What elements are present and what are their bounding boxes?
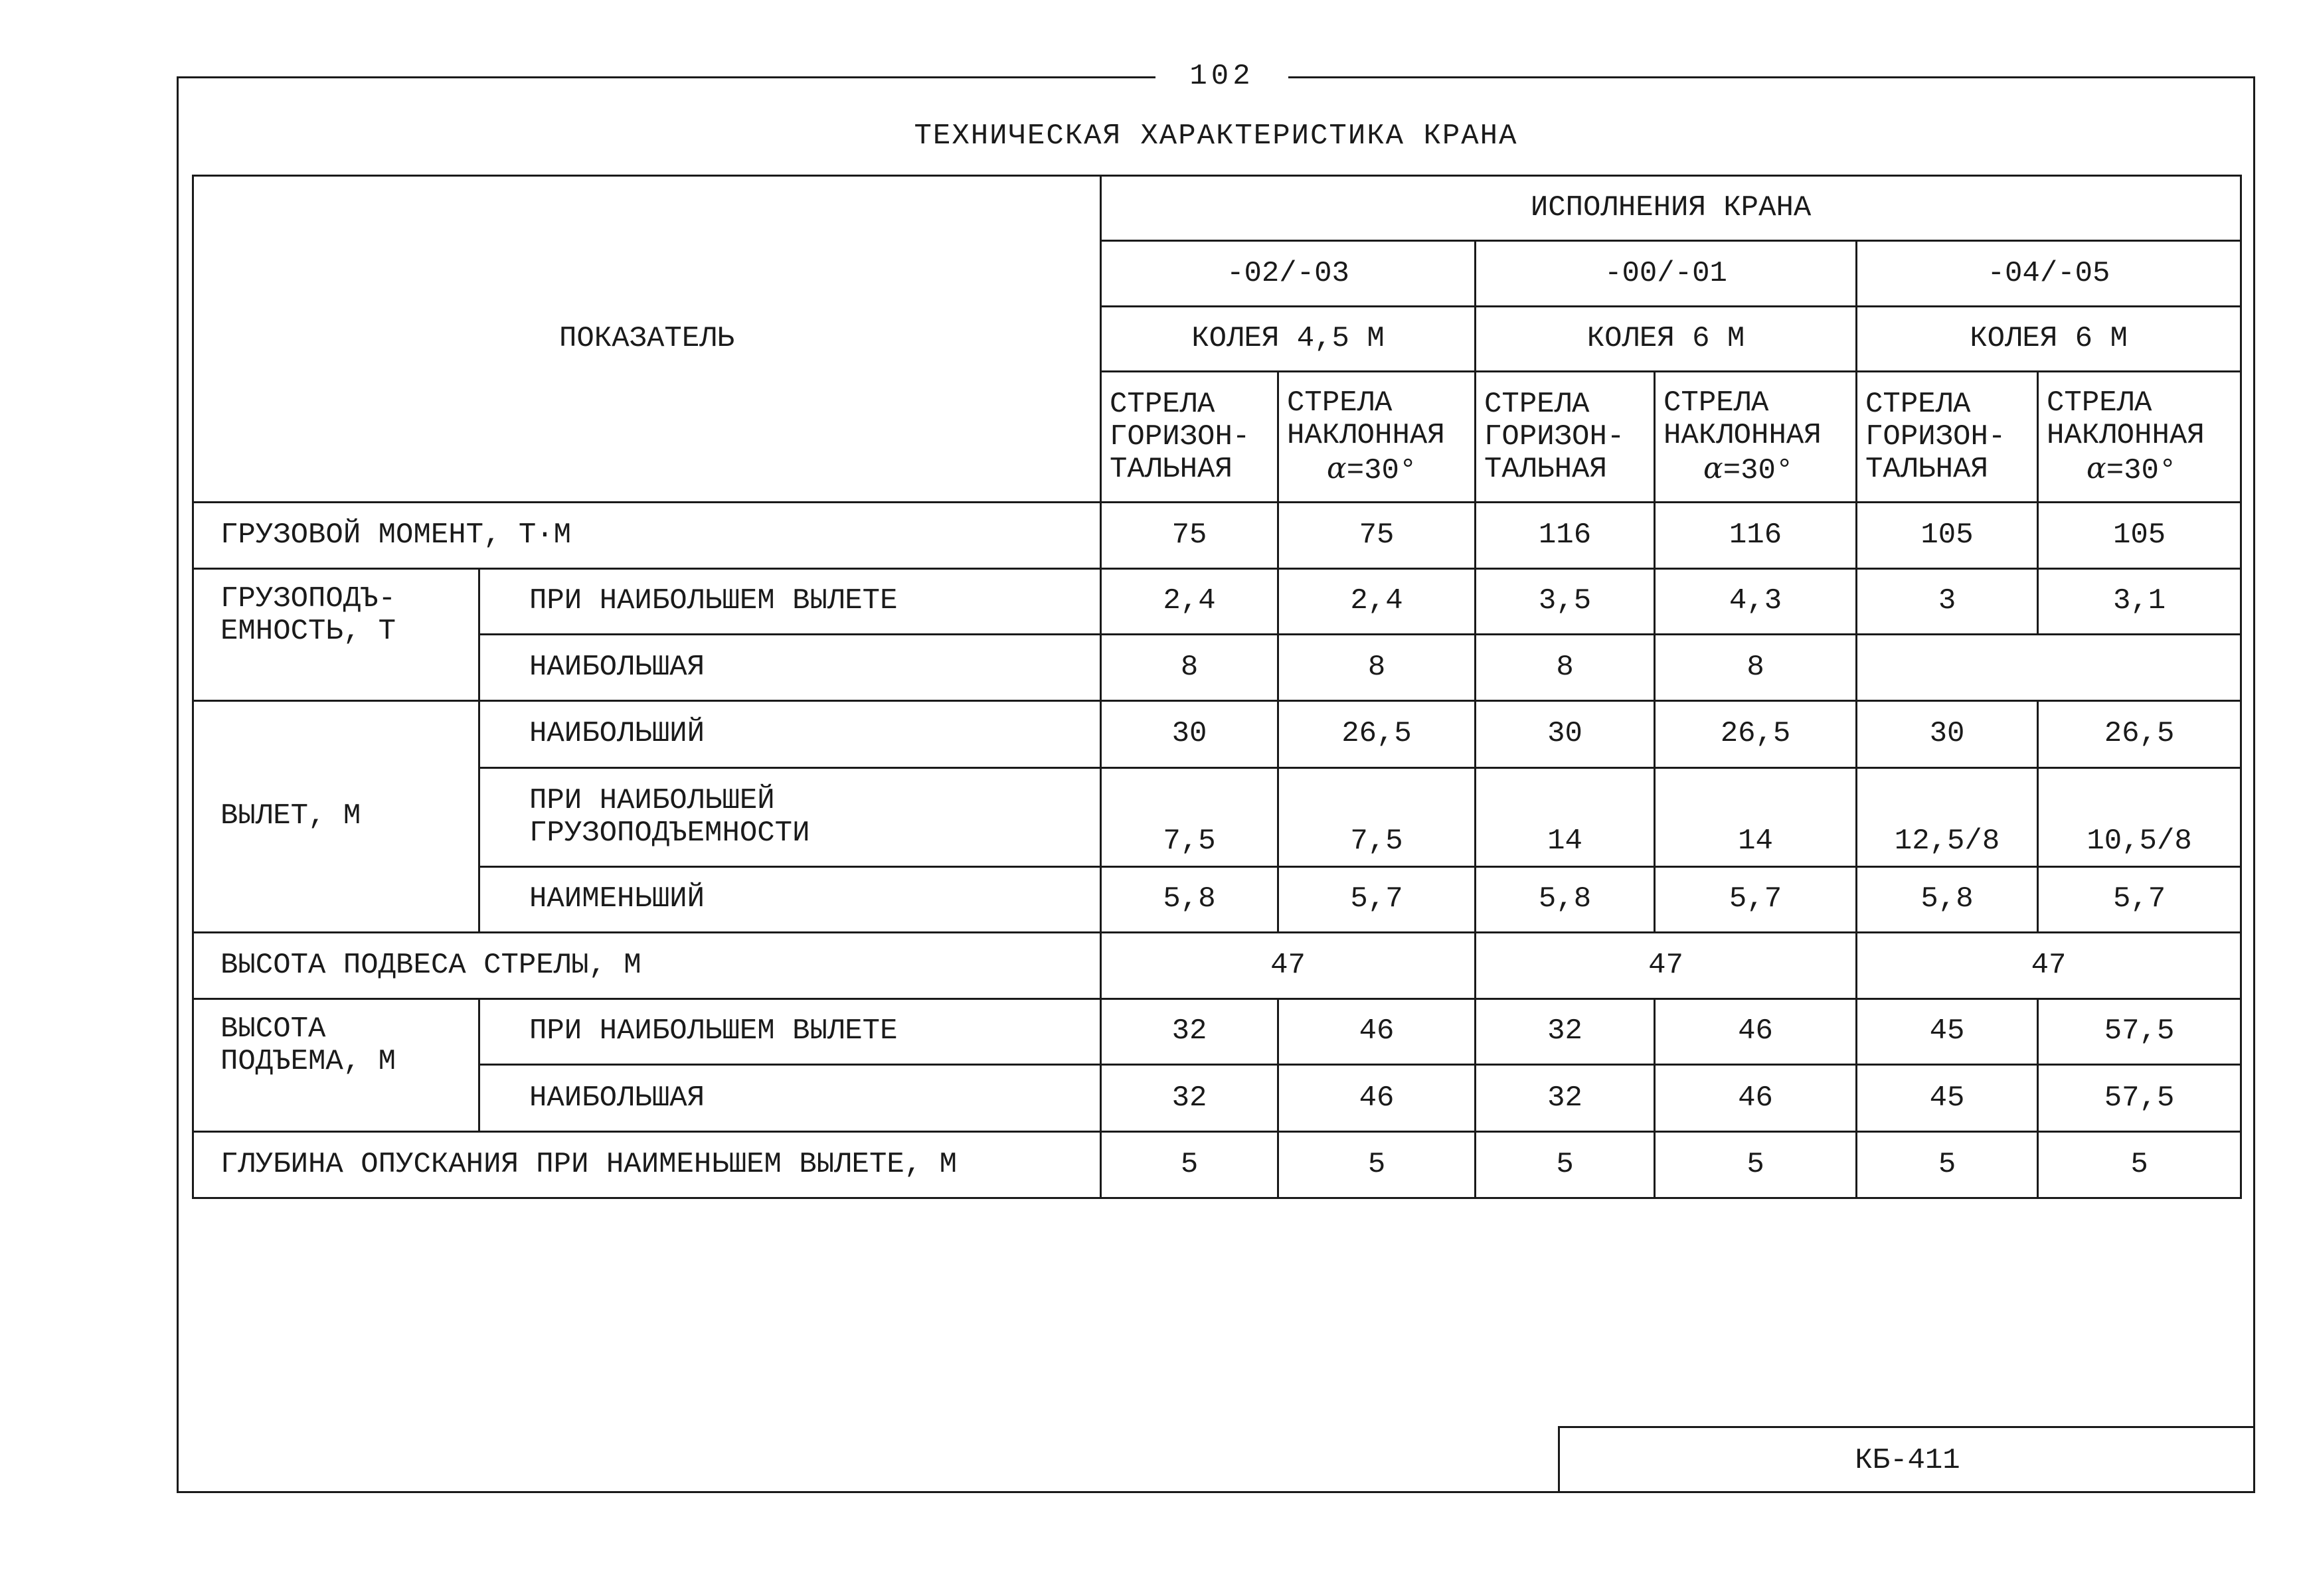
table-cell: 32 bbox=[1476, 998, 1655, 1064]
boom-horizontal-header: СТРЕЛА ГОРИЗОН- ТАЛЬНАЯ bbox=[1101, 372, 1278, 503]
table-cell: 8 bbox=[1655, 635, 1857, 700]
table-cell: 26,5 bbox=[2038, 700, 2241, 767]
table-cell: 3,5 bbox=[1476, 568, 1655, 634]
track-gauge: КОЛЕЯ 6 М bbox=[1857, 306, 2241, 371]
table-cell: 5 bbox=[1655, 1132, 1857, 1198]
row-sublabel: ПРИ НАИБОЛЬШЕМ ВЫЛЕТЕ bbox=[479, 568, 1101, 634]
table-cell: 75 bbox=[1278, 503, 1476, 568]
table-cell: 45 bbox=[1857, 1064, 2038, 1131]
table-cell-merged: 47 bbox=[1101, 933, 1476, 998]
boom-horizontal-header: СТРЕЛА ГОРИЗОН- ТАЛЬНАЯ bbox=[1476, 372, 1655, 503]
table-cell: 46 bbox=[1278, 998, 1476, 1064]
row-sublabel: ПРИ НАИБОЛЬШЕЙ ГРУЗОПОДЪЕМНОСТИ bbox=[479, 767, 1101, 866]
row-label-lowering-depth: ГЛУБИНА ОПУСКАНИЯ ПРИ НАИМЕНЬШЕМ ВЫЛЕТЕ, М bbox=[193, 1132, 1101, 1198]
table-cell: 46 bbox=[1655, 1064, 1857, 1131]
row-sublabel: НАИБОЛЬШИЙ bbox=[479, 700, 1101, 767]
table-cell: 26,5 bbox=[1655, 700, 1857, 767]
table-cell: 5,8 bbox=[1476, 866, 1655, 932]
row-sublabel: ПРИ НАИБОЛЬШЕМ ВЫЛЕТЕ bbox=[479, 998, 1101, 1064]
indicator-header: ПОКАЗАТЕЛЬ bbox=[193, 176, 1101, 503]
boom-inclined-header: СТРЕЛА НАКЛОННАЯ α=30° bbox=[1278, 372, 1476, 503]
table-cell: 5 bbox=[1278, 1132, 1476, 1198]
table-cell: 116 bbox=[1476, 503, 1655, 568]
alpha-symbol: α bbox=[2087, 451, 2106, 485]
table-cell: 116 bbox=[1655, 503, 1857, 568]
table-cell: 5 bbox=[1857, 1132, 2038, 1198]
table-cell: 2,4 bbox=[1278, 568, 1476, 634]
row-label-reach: ВЫЛЕТ, М bbox=[193, 700, 479, 933]
table-cell: 32 bbox=[1101, 998, 1278, 1064]
version-code: -00/-01 bbox=[1476, 241, 1857, 306]
table-cell: 7,5 bbox=[1101, 767, 1278, 866]
table-cell: 46 bbox=[1655, 998, 1857, 1064]
version-code: -04/-05 bbox=[1857, 241, 2241, 306]
table-cell: 14 bbox=[1476, 767, 1655, 866]
alpha-symbol: α bbox=[1327, 451, 1347, 485]
table-cell: 45 bbox=[1857, 998, 2038, 1064]
table-cell: 30 bbox=[1857, 700, 2038, 767]
table-cell: 5 bbox=[2038, 1132, 2241, 1198]
table-cell: 5,8 bbox=[1101, 866, 1278, 932]
track-gauge: КОЛЕЯ 4,5 М bbox=[1101, 306, 1476, 371]
table-cell: 5,8 bbox=[1857, 866, 2038, 932]
table-cell: 5,7 bbox=[1655, 866, 1857, 932]
boom-inclined-header: СТРЕЛА НАКЛОННАЯ α=30° bbox=[2038, 372, 2241, 503]
table-cell: 3 bbox=[1857, 568, 2038, 634]
table-cell: 30 bbox=[1476, 700, 1655, 767]
row-sublabel: НАИМЕНЬШИЙ bbox=[479, 866, 1101, 932]
page-number: 102 bbox=[1155, 54, 1288, 98]
track-gauge: КОЛЕЯ 6 М bbox=[1476, 306, 1857, 371]
table-cell: 4,3 bbox=[1655, 568, 1857, 634]
row-sublabel: НАИБОЛЬШАЯ bbox=[479, 1064, 1101, 1131]
table-cell: 10,5/8 bbox=[2038, 767, 2241, 866]
table-cell: 8 bbox=[1278, 635, 1476, 700]
table-cell: 57,5 bbox=[2038, 998, 2241, 1064]
document-title: ТЕХНИЧЕСКАЯ ХАРАКТЕРИСТИКА КРАНА bbox=[914, 120, 1518, 153]
table-cell: 8 bbox=[1101, 635, 1278, 700]
table-cell: 5,7 bbox=[2038, 866, 2241, 932]
boom-inclined-header: СТРЕЛА НАКЛОННАЯ α=30° bbox=[1655, 372, 1857, 503]
row-sublabel: НАИБОЛЬШАЯ bbox=[479, 635, 1101, 700]
boom-horizontal-header: СТРЕЛА ГОРИЗОН- ТАЛЬНАЯ bbox=[1857, 372, 2038, 503]
table-cell: 46 bbox=[1278, 1064, 1476, 1131]
table-cell: 5,7 bbox=[1278, 866, 1476, 932]
table-cell: 30 bbox=[1101, 700, 1278, 767]
table-cell: 57,5 bbox=[2038, 1064, 2241, 1131]
table-cell: 105 bbox=[1857, 503, 2038, 568]
table-cell: 5 bbox=[1476, 1132, 1655, 1198]
table-cell: 5 bbox=[1101, 1132, 1278, 1198]
table-cell: 32 bbox=[1476, 1064, 1655, 1131]
table-cell: 105 bbox=[2038, 503, 2241, 568]
crane-spec-table bbox=[192, 175, 2242, 1199]
table-cell: 14 bbox=[1655, 767, 1857, 866]
row-label-boom-height: ВЫСОТА ПОДВЕСА СТРЕЛЫ, М bbox=[193, 933, 1101, 998]
versions-header: ИСПОЛНЕНИЯ КРАНА bbox=[1101, 176, 2241, 241]
version-code: -02/-03 bbox=[1101, 241, 1476, 306]
table-cell: 3,1 bbox=[2038, 568, 2241, 634]
alpha-symbol: α bbox=[1703, 451, 1723, 485]
title-block-stamp: КБ-411 bbox=[1558, 1426, 2255, 1493]
table-cell: 26,5 bbox=[1278, 700, 1476, 767]
table-cell: 12,5/8 bbox=[1857, 767, 2038, 866]
table-cell-merged bbox=[1857, 635, 2241, 700]
table-cell: 2,4 bbox=[1101, 568, 1278, 634]
table-cell: 7,5 bbox=[1278, 767, 1476, 866]
row-label-lift-height: ВЫСОТА ПОДЪЕМА, М bbox=[193, 998, 479, 1132]
table-cell-merged: 47 bbox=[1476, 933, 1857, 998]
row-label-capacity: ГРУЗОПОДЪ- ЕМНОСТЬ, Т bbox=[193, 568, 479, 700]
table-cell: 8 bbox=[1476, 635, 1655, 700]
table-cell: 75 bbox=[1101, 503, 1278, 568]
table-cell: 32 bbox=[1101, 1064, 1278, 1131]
row-label-load-moment: ГРУЗОВОЙ МОМЕНТ, Т·М bbox=[193, 503, 1101, 568]
table-cell-merged: 47 bbox=[1857, 933, 2241, 998]
